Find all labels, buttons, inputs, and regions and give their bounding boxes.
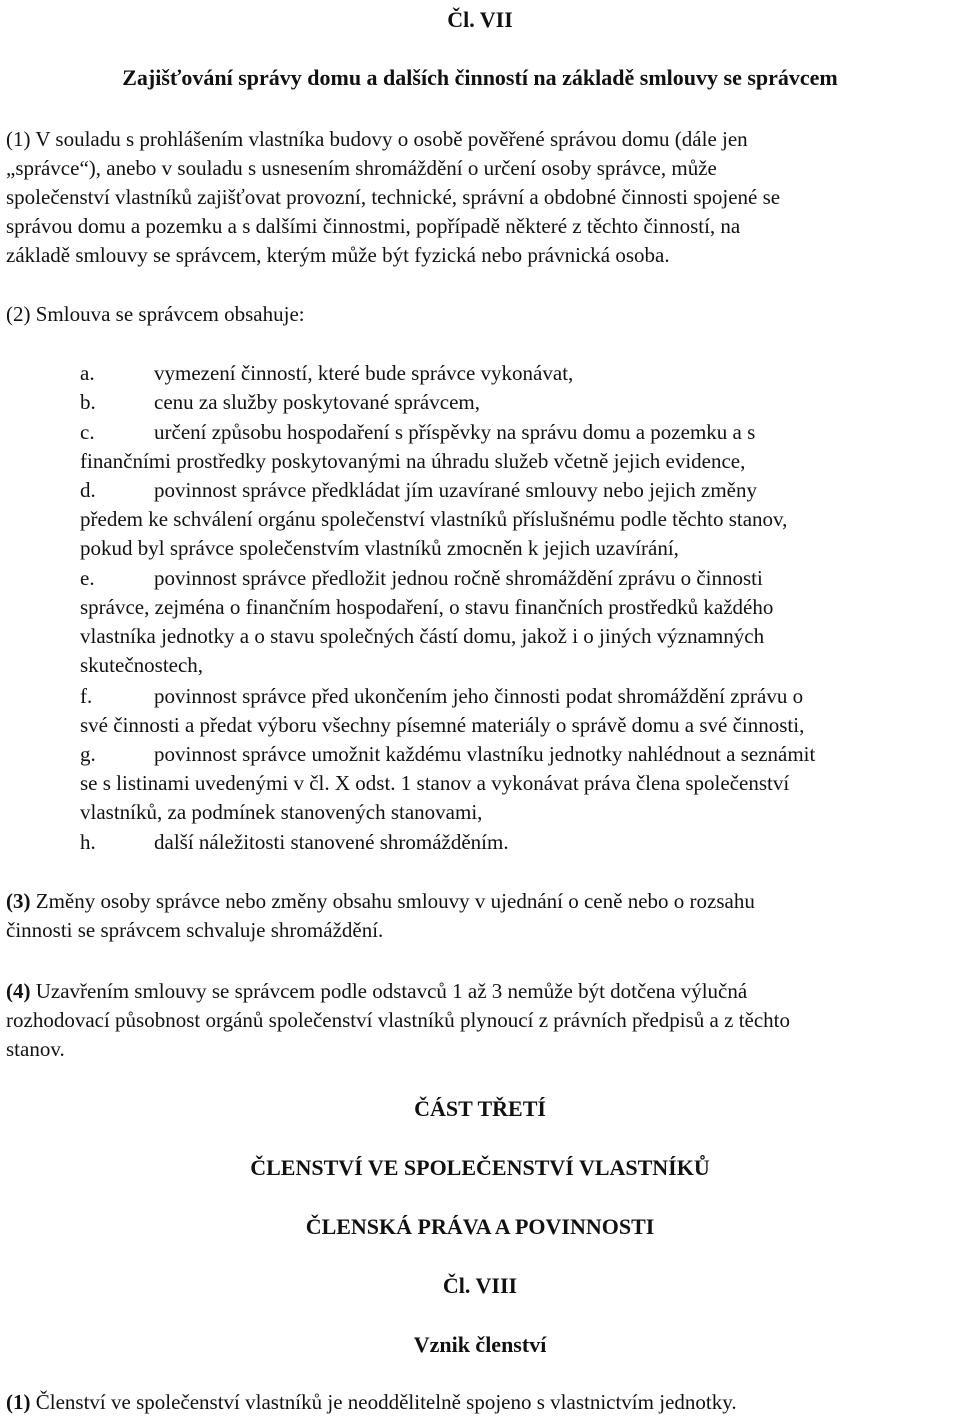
paragraph-line: (1) V souladu s prohlášením vlastníka budovy o osobě pověřené správou domu (dále jen	[6, 127, 748, 151]
paragraph-line: „správce“), anebo v souladu s usnesením shromáždění o určení osoby správce, může	[6, 156, 717, 180]
list-item-text: určení způsobu hospodaření s příspěvky na správu domu a pozemku a s	[154, 420, 756, 444]
list-item-text: své činnosti a předat výboru všechny písemné materiály o správě domu a své činnosti,	[80, 713, 805, 737]
article-vii-paragraph-2-intro	[6, 300, 954, 329]
list-item-letter: f.	[80, 684, 93, 708]
list-item-text: finančními prostředky poskytovanými na úhradu služeb včetně jejich evidence,	[80, 449, 746, 473]
paragraph-number: (4)	[6, 979, 31, 1003]
list-item-text: povinnost správce předkládat jím uzavírané smlouvy nebo jejich změny	[154, 478, 757, 502]
list-item-text: předem ke schválení orgánu společenství vlastníků příslušnému podle těchto stanov,	[80, 507, 788, 531]
list-item-text: cenu za služby poskytované správcem,	[154, 390, 480, 414]
list-item-g	[80, 740, 958, 827]
paragraph-text: Uzavřením smlouvy se správcem podle odstavců 1 až 3 nemůže být dotčena výlučná	[30, 979, 748, 1003]
list-item-letter: g.	[80, 742, 96, 766]
list-item-h	[80, 828, 958, 857]
paragraph-line: společenství vlastníků zajišťovat provozní, technické, správní a obdobné činnosti spojené se	[6, 185, 781, 209]
list-item-letter: d.	[80, 478, 96, 502]
part-three-subtitle-rights: ČLENSKÁ PRÁVA A POVINNOSTI	[305, 1214, 655, 1239]
list-item-text: se s listinami uvedenými v čl. X odst. 1 stanov a vykonávat práva člena společenství	[80, 771, 790, 795]
list-item-b	[80, 388, 958, 417]
article-viii-number: Čl. VIII	[442, 1273, 518, 1298]
list-item-letter: b.	[80, 390, 96, 414]
article-vii-paragraph-3	[6, 887, 954, 945]
article-vii-number: Čl. VII	[447, 7, 513, 32]
article-viii-title: Vznik členství	[413, 1332, 547, 1357]
list-item-letter: h.	[80, 830, 96, 854]
list-item-text: správce, zejména o finančním hospodaření, o stavu finančních prostředků každého	[80, 595, 774, 619]
paragraph-line: správou domu a pozemku a s dalšími činnostmi, popřípadě některé z těchto činností, na	[6, 214, 741, 238]
article-viii-paragraph-1	[6, 1388, 954, 1417]
list-item-text: skutečnostech,	[80, 653, 204, 677]
list-item-d	[80, 476, 958, 563]
list-item-text: vlastníků, za podmínek stanovených stanovami,	[80, 800, 483, 824]
list-item-letter: a.	[80, 361, 95, 385]
paragraph-line: základě smlouvy se správcem, kterým může být fyzická nebo právnická osoba.	[6, 243, 670, 267]
article-vii-title: Zajišťování správy domu a dalších činností na základě smlouvy se správcem	[122, 65, 838, 90]
paragraph-line: (2) Smlouva se správcem obsahuje:	[6, 302, 305, 326]
list-item-a	[80, 359, 958, 388]
list-item-text: pokud byl správce společenstvím vlastníků zmocněn k jejich uzavírání,	[80, 536, 679, 560]
list-item-text: vlastníka jednotky a o stavu společných částí domu, jakož i o jiných významných	[80, 624, 765, 648]
list-item-text: další náležitosti stanovené shromážděním.	[154, 830, 509, 854]
list-item-text: povinnost správce umožnit každému vlastníku jednotky nahlédnout a seznámit	[154, 742, 816, 766]
list-item-letter: e.	[80, 566, 95, 590]
list-item-c	[80, 418, 958, 476]
list-item-text: povinnost správce před ukončením jeho činnosti podat shromáždění zprávu o	[154, 684, 804, 708]
paragraph-number: (3)	[6, 889, 31, 913]
part-three-subtitle-membership: ČLENSTVÍ VE SPOLEČENSTVÍ VLASTNÍKŮ	[250, 1155, 710, 1180]
list-item-letter: c.	[80, 420, 95, 444]
list-item-text: vymezení činností, které bude správce vykonávat,	[154, 361, 574, 385]
paragraph-line: rozhodovací působnost orgánů společenství vlastníků plynoucí z právních předpisů a z těchto	[6, 1008, 791, 1032]
paragraph-text: Změny osoby správce nebo změny obsahu smlouvy v ujednání o ceně nebo o rozsahu	[30, 889, 755, 913]
paragraph-line: činnosti se správcem schvaluje shromáždění.	[6, 918, 384, 942]
list-item-f	[80, 682, 958, 740]
paragraph-line: stanov.	[6, 1037, 65, 1061]
article-vii-paragraph-4	[6, 977, 954, 1064]
list-item-e	[80, 564, 958, 680]
list-item-text: povinnost správce předložit jednou ročně shromáždění zprávu o činnosti	[154, 566, 763, 590]
paragraph-number: (1)	[6, 1390, 31, 1414]
part-three-title: ČÁST TŘETÍ	[414, 1096, 546, 1121]
article-vii-paragraph-1	[6, 125, 954, 270]
paragraph-text: Členství ve společenství vlastníků je neoddělitelně spojeno s vlastnictvím jednotky.	[30, 1390, 737, 1414]
